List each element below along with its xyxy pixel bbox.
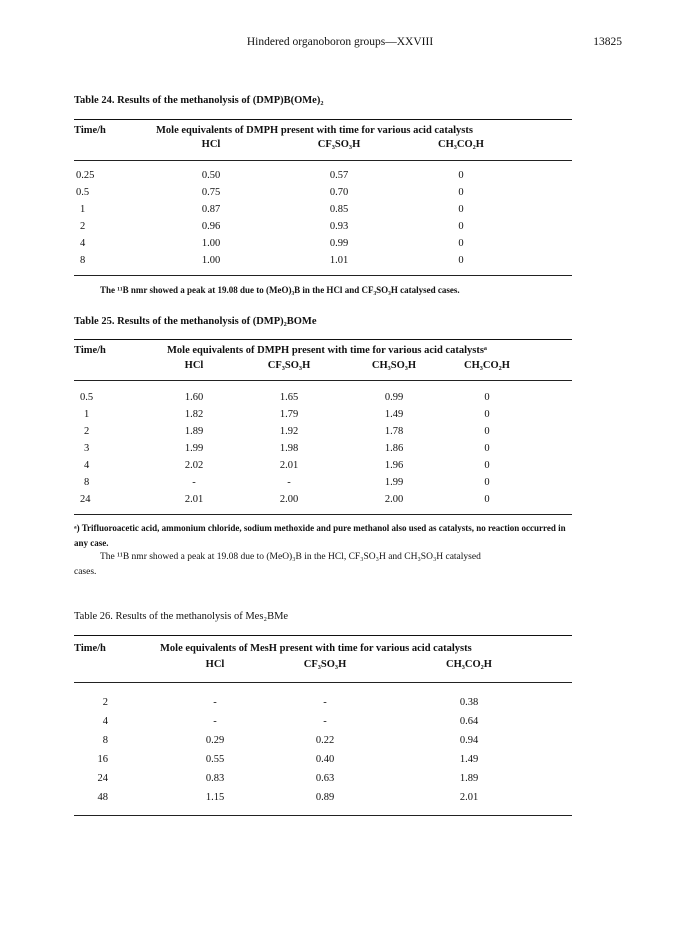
table-24-cell: 0.50 <box>201 170 221 181</box>
table-26-cell: 4 <box>102 716 108 727</box>
table-25-col-header: CF₃SO₃H <box>267 360 311 371</box>
table-24-caption: Table 24. Results of the methanolysis of (DMP)B(OMe)₂ <box>74 95 324 106</box>
table-25-col-header: HCl <box>184 360 204 371</box>
table-24-cell: 0.5 <box>76 187 90 198</box>
table-25-cell: 1.96 <box>384 460 404 471</box>
table-24-cell: 4 <box>80 238 86 249</box>
table-24-cell: 0 <box>458 187 464 198</box>
table-25-cell: 0.99 <box>384 392 404 403</box>
table-26-cell: 48 <box>97 792 108 803</box>
table-26-span-header: Mole equivalents of MesH present with time for various acid catalysts <box>160 643 472 654</box>
table-26-header-rule <box>74 682 572 683</box>
table-25-cell: 24 <box>80 494 91 505</box>
table-26-cell: 0.94 <box>459 735 479 746</box>
table-25-cell: 1.89 <box>184 426 204 437</box>
table-25-cell: 2.01 <box>279 460 299 471</box>
table-26-top-rule <box>74 635 572 636</box>
table-24-cell: 0 <box>458 238 464 249</box>
table-24-bottom-rule <box>74 275 572 276</box>
table-25-bottom-rule <box>74 514 572 515</box>
table-25-cell: 3 <box>84 443 90 454</box>
table-24-cell: 2 <box>80 221 86 232</box>
table-25-note: The ¹¹B nmr showed a peak at 19.08 due to (MeO)₃B in the HCl, CF₃SO₃H and CH₃SO₃H catalysed <box>100 552 481 562</box>
table-25-cell: 1.65 <box>279 392 299 403</box>
table-25-cell: 1.99 <box>184 443 204 454</box>
table-24-cell: 0.93 <box>329 221 349 232</box>
table-26-col-header: CH₃CO₂H <box>446 659 492 670</box>
table-26-cell: 0.55 <box>205 754 225 765</box>
table-25-time-header: Time/h <box>74 345 106 356</box>
table-26-cell: 1.89 <box>459 773 479 784</box>
table-26-caption: Table 26. Results of the methanolysis of Mes₂BMe <box>74 611 289 622</box>
table-26-cell: - <box>323 716 327 727</box>
table-26-cell: 0.63 <box>315 773 335 784</box>
table-25-cell: 0 <box>484 460 490 471</box>
running-head-title: Hindered organoboron groups—XXVIII <box>246 36 434 48</box>
table-24-cell: 0.85 <box>329 204 349 215</box>
table-25-cell: 1.98 <box>279 443 299 454</box>
table-26-cell: 0.38 <box>459 697 479 708</box>
table-25-span-header: Mole equivalents of DMPH present with time for various acid catalystsᵃ <box>167 345 487 356</box>
table-24-header-rule <box>74 160 572 161</box>
table-24-cell: 1.00 <box>201 238 221 249</box>
table-26-cell: - <box>213 716 217 727</box>
table-25-cell: 2.02 <box>184 460 204 471</box>
table-24-cell: 0.57 <box>329 170 349 181</box>
table-25-col-header: CH₃SO₃H <box>371 360 417 371</box>
table-25-cell: 2 <box>84 426 90 437</box>
table-26-cell: 1.49 <box>459 754 479 765</box>
table-26-cell: 0.64 <box>459 716 479 727</box>
table-25-cell: 1.79 <box>279 409 299 420</box>
table-25-cell: 2.00 <box>384 494 404 505</box>
table-24-col-header: CF₃SO₃H <box>317 139 361 150</box>
table-26-cell: 0.22 <box>315 735 335 746</box>
table-26-cell: 1.15 <box>205 792 225 803</box>
table-25-cell: 8 <box>84 477 90 488</box>
table-25-cell: 1.78 <box>384 426 404 437</box>
table-25-cell: 2.01 <box>184 494 204 505</box>
table-25-cell: - <box>287 477 291 488</box>
table-26-cell: 0.29 <box>205 735 225 746</box>
table-25-footnote: ᵃ) Trifluoroacetic acid, ammonium chloride, sodium methoxide and pure methanol also used as catalysts, no reaction occurred in <box>74 523 566 533</box>
table-26-cell: 16 <box>97 754 108 765</box>
table-26-cell: - <box>213 697 217 708</box>
table-24-cell: 1.00 <box>201 255 221 266</box>
table-25-cell: 4 <box>84 460 90 471</box>
table-25-cell: 0 <box>484 477 490 488</box>
table-25-cell: 0 <box>484 426 490 437</box>
table-25-cell: 1.49 <box>384 409 404 420</box>
table-24-span-header: Mole equivalents of DMPH present with time for various acid catalysts <box>156 125 473 136</box>
table-26-cell: - <box>323 697 327 708</box>
table-24-cell: 0.25 <box>76 170 95 181</box>
table-24-cell: 0.70 <box>329 187 349 198</box>
table-25-caption: Table 25. Results of the methanolysis of (DMP)₂BOMe <box>74 316 317 327</box>
table-26-time-header: Time/h <box>74 643 106 654</box>
table-25-cell: 0 <box>484 443 490 454</box>
table-24-col-header: HCl <box>201 139 221 150</box>
table-24-cell: 0 <box>458 221 464 232</box>
table-26-cell: 2.01 <box>459 792 479 803</box>
table-24-col-header: CH₃CO₂H <box>438 139 484 150</box>
table-25-cell: 1.92 <box>279 426 299 437</box>
table-25-footnote: any case. <box>74 538 109 548</box>
table-25-cell: 1 <box>84 409 90 420</box>
table-24-note: The ¹¹B nmr showed a peak at 19.08 due to (MeO)₃B in the HCl and CF₃SO₃H catalysed cases. <box>100 285 460 295</box>
table-25-cell: 1.82 <box>184 409 204 420</box>
table-24-cell: 1 <box>80 204 86 215</box>
table-24-time-header: Time/h <box>74 125 106 136</box>
table-25-cell: 0 <box>484 494 490 505</box>
table-24-cell: 0.96 <box>201 221 221 232</box>
table-24-cell: 0 <box>458 204 464 215</box>
table-25-cell: 1.60 <box>184 392 204 403</box>
table-24-cell: 0 <box>458 255 464 266</box>
table-26-bottom-rule <box>74 815 572 816</box>
table-25-cell: 2.00 <box>279 494 299 505</box>
table-25-cell: 1.99 <box>384 477 404 488</box>
table-26-col-header: CF₃SO₃H <box>303 659 347 670</box>
table-26-cell: 2 <box>102 697 108 708</box>
table-25-cell: 0 <box>484 409 490 420</box>
table-24-cell: 1.01 <box>329 255 349 266</box>
table-26-cell: 0.83 <box>205 773 225 784</box>
table-24-cell: 0 <box>458 170 464 181</box>
table-24-cell: 0.99 <box>329 238 349 249</box>
table-25-cell: 0 <box>484 392 490 403</box>
table-26-cell: 24 <box>97 773 108 784</box>
table-26-cell: 0.40 <box>315 754 335 765</box>
table-24-cell: 8 <box>80 255 86 266</box>
table-25-cell: 1.86 <box>384 443 404 454</box>
table-25-cell: 0.5 <box>80 392 94 403</box>
table-24-top-rule <box>74 119 572 120</box>
table-25-note: cases. <box>74 567 97 577</box>
table-26-cell: 8 <box>102 735 108 746</box>
table-25-top-rule <box>74 339 572 340</box>
table-25-col-header: CH₃CO₂H <box>464 360 510 371</box>
table-24-cell: 0.75 <box>201 187 221 198</box>
table-26-cell: 0.89 <box>315 792 335 803</box>
table-26-col-header: HCl <box>205 659 225 670</box>
page-number: 13825 <box>593 36 622 48</box>
table-25-cell: - <box>192 477 196 488</box>
table-25-header-rule <box>74 380 572 381</box>
table-24-cell: 0.87 <box>201 204 221 215</box>
